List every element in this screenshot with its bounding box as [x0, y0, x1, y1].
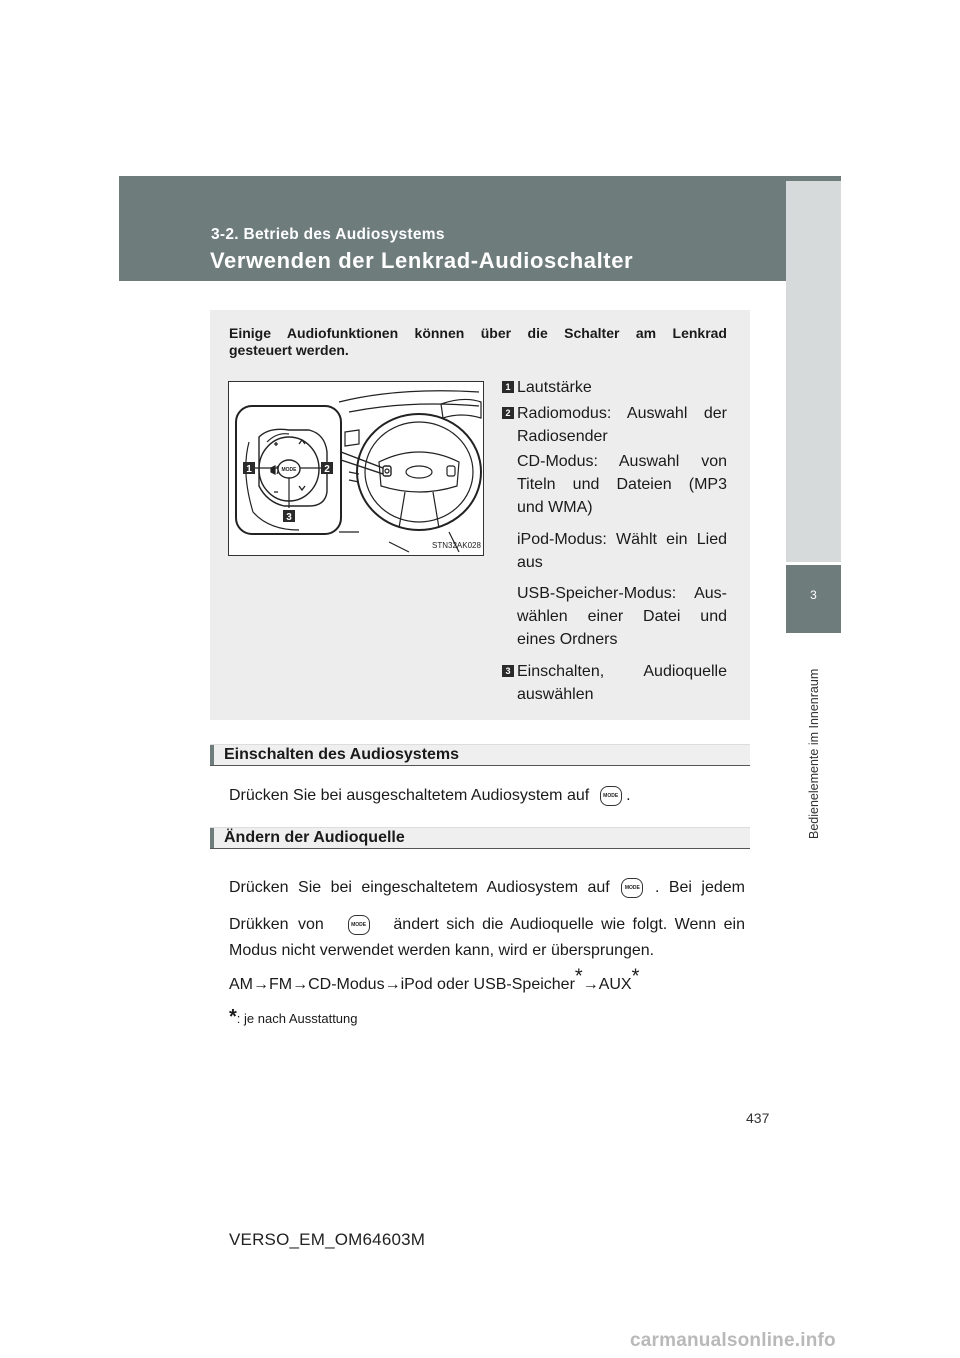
- section-heading-change-source-label: Ändern der Audioquelle: [224, 829, 405, 846]
- item-2-line1: Radiomodus: Auswahl der: [517, 405, 727, 422]
- watermark: carmanualsonline.info: [630, 1330, 836, 1351]
- item-cd-line2: Titeln und Dateien (MP3: [517, 476, 727, 493]
- power-on-text-end: .: [626, 787, 631, 805]
- item-3-line2: auswählen: [517, 686, 594, 703]
- footnote-mark: *: [229, 1006, 237, 1028]
- seq-arrow: →: [253, 976, 269, 993]
- change-line2-end: ändert sich die Audioquelle wie folgt. Wenn ein: [393, 916, 745, 933]
- section-accent: [210, 745, 214, 765]
- change-line1-text: Drücken Sie bei eingeschaltetem Audiosystem auf: [229, 879, 610, 896]
- seq-fm: FM: [269, 976, 293, 993]
- intro-text-line1: Einige Audiofunktionen können über die Schalter am Lenkrad: [229, 325, 727, 341]
- source-sequence: [229, 965, 640, 994]
- illustration-mode-label: MODE: [281, 467, 297, 473]
- power-on-instruction: [229, 786, 631, 806]
- item-usb-line2: wählen einer Datei und: [517, 608, 727, 625]
- section-heading-change-source: [210, 827, 750, 849]
- intro-text-line2: gesteuert werden.: [229, 342, 349, 358]
- seq-arrow: →: [384, 976, 401, 993]
- item-marker-2: 2: [502, 407, 514, 419]
- item-ipod-line2: aus: [517, 554, 543, 571]
- seq-am: AM: [229, 976, 253, 993]
- chapter-label: Bedienelemente im Innenraum: [807, 668, 821, 839]
- item-usb-line3: eines Ordners: [517, 631, 618, 648]
- change-line2-text: Drükken von: [229, 916, 324, 933]
- power-on-text: Drücken Sie bei ausgeschaltetem Audiosystem auf: [229, 787, 590, 805]
- change-line-3: Modus nicht verwendet werden kann, wird er übersprungen.: [229, 942, 655, 959]
- steering-wheel-illustration: [228, 381, 484, 556]
- item-ipod-line1: iPod-Modus: Wählt ein Lied: [517, 531, 727, 548]
- illustration-code: STN32AK028: [432, 541, 481, 550]
- change-line-2: [229, 915, 745, 935]
- side-tab-background: [786, 181, 841, 562]
- asterisk: *: [574, 965, 583, 988]
- chapter-number: 3: [810, 588, 817, 602]
- item-marker-3: 3: [502, 665, 514, 677]
- document-code: VERSO_EM_OM64603M: [229, 1230, 426, 1249]
- section-heading-power-on-label: Einschalten des Audiosystems: [224, 746, 460, 763]
- seq-ipod-usb: iPod oder USB-Speicher: [400, 976, 575, 993]
- mode-button-icon: MODE: [600, 786, 622, 806]
- seq-arrow: →: [582, 976, 599, 993]
- change-line-1: [229, 878, 745, 898]
- asterisk: *: [631, 965, 640, 988]
- steering-wheel-drawing: [229, 382, 484, 556]
- change-line1-end: . Bei jedem: [654, 879, 745, 896]
- page-number: 437: [746, 1110, 770, 1126]
- callout-3: 3: [286, 512, 292, 523]
- page-title: Verwenden der Lenkrad-Audioschalter: [210, 248, 634, 273]
- item-2-line2: Radiosender: [517, 428, 608, 445]
- seq-cd: CD-Modus: [308, 976, 385, 993]
- mode-button-icon: MODE: [621, 878, 643, 898]
- item-cd-line1: CD-Modus: Auswahl von: [517, 453, 727, 470]
- item-cd-line3: und WMA): [517, 499, 593, 516]
- item-3-line1: Einschalten, Audioquelle: [517, 663, 727, 680]
- callout-1: 1: [246, 464, 252, 475]
- item-1-line1: Lautstärke: [517, 379, 592, 396]
- mode-button-icon: MODE: [348, 915, 370, 935]
- seq-arrow: →: [292, 976, 309, 993]
- footnote-text: : je nach Ausstattung: [236, 1011, 358, 1026]
- seq-aux: AUX: [598, 976, 632, 993]
- item-usb-line1: USB-Speicher-Modus: Aus-: [517, 585, 727, 602]
- section-accent: [210, 828, 214, 848]
- callout-2: 2: [324, 464, 330, 475]
- section-label: 3-2. Betrieb des Audiosystems: [211, 226, 445, 243]
- footnote: [229, 1006, 358, 1029]
- item-marker-1: 1: [502, 381, 514, 393]
- section-heading-power-on: [210, 744, 750, 766]
